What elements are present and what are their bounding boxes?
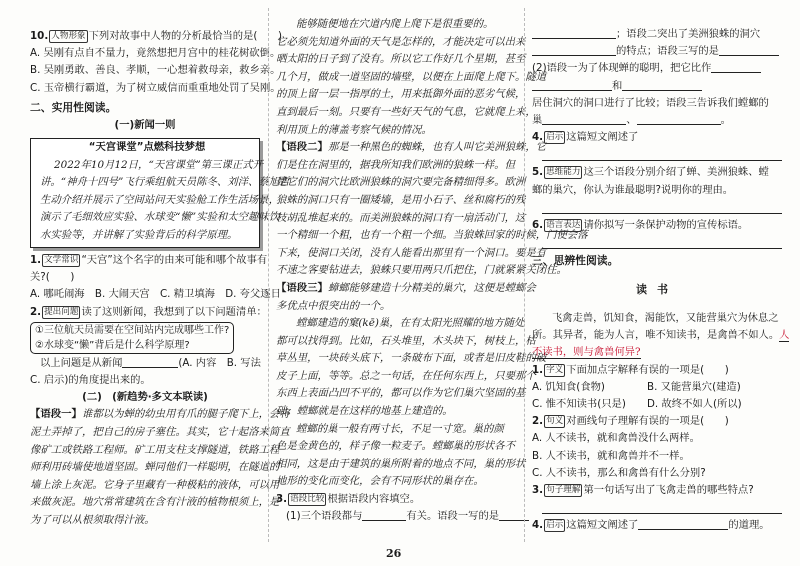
answer-blank[interactable] xyxy=(637,112,721,125)
answer-blank[interactable] xyxy=(638,517,728,530)
question-1: 1. 文学常识 “天宫”这个名字的由来可能和哪个故事有 xyxy=(30,254,268,267)
passage-line: 为了可以从根须取得汁液。 xyxy=(30,514,155,526)
passage-line: 【语段一】谁都以为蝉的幼虫用有爪的腿子爬下上，会将 xyxy=(30,408,290,421)
column-divider xyxy=(268,8,269,542)
passage-line: 直到最后一刻。只要有一些好天气的气息，它就爬上来， xyxy=(276,105,536,118)
answer-blank[interactable] xyxy=(622,78,702,91)
passage-line: 螳螂的巢一般有两寸长，不足一寸宽。巢的颜 xyxy=(296,422,504,435)
news-line: 演示了毛细效应实验、水球变“懒”实验和太空趣味饮 xyxy=(40,211,280,224)
subsection-heading: (一)新闻一则 xyxy=(114,118,176,131)
passage-line: 几个月，做成一道坚固的墙壁，以便在上面爬上爬下。隧道 xyxy=(276,70,547,83)
option-c: C. 玉帝横行霸道，为了树立威信而重重地处罚了吴刚。 xyxy=(30,81,281,94)
passage-line: 下来，使洞口关闭，没有人能看出那里有一个洞口。要是有 xyxy=(276,246,547,259)
column-right: ；语段二突出了美洲狼蛛的洞穴 的特点；语段三写的是 (2)语段一为了体现蝉的聪明，把它比作 和 居住洞穴的洞口进行了比较；语段三告诉我们螳螂的 巢 、 。 4. 启示 这篇短文阐述了 5. 思维能力 这三个语段分别介绍了蝉、美洲狼蛛、螳 螂的巢穴，你认为谁最聪明?说明你的理由。 6. 语言表达 请你拟写一条保护动物的宣传标语。 三、思辨性阅读。 读书 飞禽走兽，饥知食，渴能饮，又能营巢穴为休息之 所。其异者，能为人言，唯不知读书，是禽兽不如人。人 不读书，则与禽兽何异? 1. 字义 下面加点字解释有误的一项是( ) A. 饥知食(食物) B. 又能营巢穴(建造) C. 惟不知读书(只是) D. 故终不如人(所以) 2. 句义 对画线句子理解有误的一项是( ) A. 人不读书，就和禽兽没什么两样。 B. 人不读书，就和禽兽并不一样。 C. 人不读书，那么和禽兽有什么分别? 3. 句子理解 第一句话写出了飞禽走兽的哪些特点? 4. 启示 这篇短文阐述了 的道理。 xyxy=(532,6,782,544)
answer-blank[interactable] xyxy=(532,78,612,91)
news-line: 讲。“神舟十四号”飞行乘组航天员陈冬、刘洋、蔡旭哲 xyxy=(40,176,290,189)
column-middle: 能够随便地在穴道内爬上爬下是很重要的。 它必须先知道外面的天气是怎样的，才能决定可以出来 晒太阳的日子到了没有。所以它工作好几个星期，甚至 几个月，做成一道坚固的墙壁，以便在上面爬上爬下。隧道 的顶上留一层一指厚的土，用来抵御外面的恶劣气候， 直到最后一刻。只要有一些好天气的气息，它就爬上来， 利用顶上的薄盖考察气候的情况。 【语段二】那是一种黑色的蜘蛛，也有人叫它美洲狼蛛，它 们是住在洞里的，据我所知我们欧洲的狼蛛一样。但 是它们的洞穴比欧洲狼蛛的洞穴要完备精细得多。欧洲 狼蛛的洞口只有一圈矮墙，是用小石子、丝和腐朽的残 枝胡乱堆起来的。而美洲狼蛛的洞口有一扇活动门，这 一个精细一个粗，也有一个粗一个细。当狼蛛回家的时候，门便会落 下来，使洞口关闭，没有人能看出那里有一个洞口。要是有 不速之客要钻进去，狼蛛只要用两只爪把住，门就紧紧关闭住。 【语段三】蟑螂能够建造十分精美的巢穴，这便是螳螂会 多优点中很突出的一个。 螳螂建造的窠(kē)巢，在有太阳光照耀的地方随处 都可以找得到。比如，石头堆里，木头块下，树枝上，枯 草丛里，一块砖头底下，一条破布下面，或者是旧皮鞋的破 皮子上面，等等。总之一句话，在任何东西上，只要那个 东西上表面凸凹不平的，都可以作为它们巢穴坚固的基 础。螳螂就是在这样的地基上建造的。 螳螂的巢一般有两寸长，不足一寸宽。巢的颜 色是金黄色的，样子像一粒麦子。螳螂巢的形状各不 相同，这是由于建筑的巢所附着的地点不同，巢的形状 地形的变化而变化，会有不同形状的巢存在。 3. 语段比较 根据语段内容填空。 (1)三个语段都与 有关。语段一写的是 xyxy=(276,18,588,523)
news-line: 2022年10月12日，“天宫课堂”第三课正式开 xyxy=(54,158,263,171)
question-5: 5. 思维能力 这三个语段分别介绍了蝉、美洲狼蛛、螳 xyxy=(532,166,769,179)
passage-line: 【语段二】那是一种黑色的蜘蛛，也有人叫它美洲狼蛛，它 xyxy=(276,141,547,154)
question-1: 1. 字义 下面加点字解释有误的一项是( ) xyxy=(532,363,729,376)
column-left: 10. 人物形象 下列对故事中人物的分析最恰当的是( ) A. 吴刚有点自不量力，竟然想把月宫中的桂花树砍倒。 B. 吴刚勇敢、善良、孝顺，一心想着救母亲，救乡亲。 C. 玉帝横行霸道，为了树立威信而重重地处罚了吴刚。 二、实用性阅读。 (一)新闻一则 “天宫课堂”点燃科技梦想 2022年10月12日，“天宫课堂”第三课正式开 讲。“神舟十四号”飞行乘组航天员陈冬、刘洋、蔡旭哲 生动介绍并展示了空间站问天实验舱工作生活场景， 演示了毛细效应实验、水球变“懒”实验和太空趣味饮 水实验等，并讲解了实验背后的科学原理。 1. 文学常识 “天宫”这个名字的由来可能和哪个故事有 关?( ) A. 哪吒闹海 B. 大闹天宫 C. 精卫填海 D. 夸父逐日 2. 提出问题 读了这则新闻，我想到了以下问题清单： ①三位航天员需要在空间站内完成哪些工作? ②水球变“懒”背后是什么科学原理? 以上问题是从新闻 (A. 内容 B. 写法 C. 启示)的角度提出来的。 (二) (新趋势·多文本联读) 【语段一】谁都以为蝉的幼虫用有爪的腿子爬下上，会将 泥土弄掉了，把自己的房子塞住。其实，它十起洛来简直 像矿工或铁路工程师。矿工用支柱支撑隧道，铁路工程 师利用砖墙使地道坚固。蝉同他们一样聪明，在隧道的 墙上涂上灰泥。它身子里藏有一种极粘的液体，可以用 来做灰泥。地穴常常建筑在含有汁液的植物根须上，是 为了可以从根须取得汁液。 xyxy=(30,6,260,544)
answer-line[interactable] xyxy=(542,146,782,161)
answer-line[interactable] xyxy=(542,234,782,249)
option-b: B. 吴刚勇敢、善良、孝顺，一心想着救母亲，救乡亲。 xyxy=(30,64,281,77)
answer-blank[interactable] xyxy=(532,43,616,56)
news-box xyxy=(30,138,290,248)
passage-line: 东西上表面凸凹不平的，都可以作为它们巢穴坚固的基 xyxy=(276,387,526,400)
question-list xyxy=(30,322,234,354)
news-title: “天宫课堂”点燃科技梦想 xyxy=(88,141,206,154)
passage-line: 地形的变化而变化，会有不同形状的巢存在。 xyxy=(276,475,484,488)
passage-line: 不速之客要钻进去，狼蛛只要用两只爪把住，门就紧紧关闭住。 xyxy=(276,264,567,277)
section-heading: 二、实用性阅读。 xyxy=(30,100,117,114)
question-4: 4. 启示 这篇短文阐述了 xyxy=(532,131,639,144)
section-heading: 三、思辨性阅读。 xyxy=(532,254,619,268)
passage-line: 晒太阳的日子到了没有。所以它工作好几个星期，甚至 xyxy=(276,53,526,66)
passage-line: 多优点中很突出的一个。 xyxy=(276,299,391,312)
passage-line: 草丛里，一块砖头底下，一条破布下面，或者是旧皮鞋的破 xyxy=(276,352,547,365)
passage-line: 色是金黄色的，样子像一粒麦子。螳螂巢的形状各不 xyxy=(276,440,515,453)
question-6: 6. 语言表达 请你拟写一条保护动物的宣传标语。 xyxy=(532,218,749,231)
passage-line: 来做灰泥。地穴常常建筑在含有汁液的植物根须上，是 xyxy=(30,496,280,509)
passage-line: 一个精细一个粗，也有一个粗一个细。当狼蛛回家的时候，门便会落 xyxy=(276,229,588,242)
answer-blank[interactable] xyxy=(122,355,178,368)
subsection-heading: (二) (新趋势·多文本联读) xyxy=(82,391,208,404)
answer-blank[interactable] xyxy=(532,26,616,39)
passage-line: 不读书，则与禽兽何异? xyxy=(532,346,641,359)
passage-line: 【语段三】蟑螂能够建造十分精美的巢穴，这便是螳螂会 xyxy=(276,281,536,294)
passage-line: 枝胡乱堆起来的。而美洲狼蛛的洞口有一扇活动门，这 xyxy=(276,211,526,224)
passage-line: 能够随便地在穴道内爬上爬下是很重要的。 xyxy=(296,18,494,30)
passage-line: 墙上涂上灰泥。它身子里藏有一种极粘的液体，可以用 xyxy=(30,478,280,491)
question-2: 2. 句义 对画线句子理解有误的一项是( ) xyxy=(532,415,729,428)
column-divider xyxy=(524,8,525,542)
question-4b: 4. 启示 这篇短文阐述了 的道理。 xyxy=(532,519,770,532)
passage-line: 们是住在洞里的，据我所知我们欧洲的狼蛛一样。但 xyxy=(276,158,515,171)
passage-line: 都可以找得到。比如，石头堆里，木头块下，树枝上，枯 xyxy=(276,334,536,347)
passage-line: 飞禽走兽，饥知食，渴能饮，又能营巢穴为休息之 xyxy=(552,312,779,325)
reading-title: 读书 xyxy=(636,283,678,297)
passage-line: 相同，这是由于建筑的巢所附着的地点不同，巢的形状 xyxy=(276,457,526,470)
question-tag: 人物形象 xyxy=(51,31,86,41)
question-list-item: ②水球变“懒”背后是什么科学原理? xyxy=(35,339,190,351)
passage-line: 是它们的洞穴比欧洲狼蛛的洞穴要完备精细得多。欧洲 xyxy=(276,176,526,189)
answer-line[interactable] xyxy=(542,199,782,214)
passage-line: 泥土弄掉了，把自己的房子塞住。其实，它十起洛来简直 xyxy=(30,426,290,439)
passage-line: 所。其异者，能为人言，唯不知读书，是禽兽不如人。人 xyxy=(532,329,790,342)
passage-line: 它必须先知道外面的天气是怎样的，才能决定可以出来 xyxy=(276,35,526,48)
news-line: 水实验等，并讲解了实验背后的科学原理。 xyxy=(40,228,238,241)
news-line: 生动介绍并展示了空间站问天实验舱工作生活场景， xyxy=(40,193,279,206)
passage-line: 师利用砖墙使地道坚固。蝉同他们一样聪明，在隧道的 xyxy=(30,461,280,474)
passage-line: 皮子上面，等等。总之一句话，在任何东西上，只要那个 xyxy=(276,369,536,382)
passage-line: 像矿工或铁路工程师。矿工用支柱支撑隧道，铁路工程 xyxy=(30,443,280,456)
passage-line: 利用顶上的薄盖考察气候的情况。 xyxy=(276,123,432,136)
option-a: A. 吴刚有点自不量力，竟然想把月宫中的桂花树砍倒。 xyxy=(30,47,281,60)
answer-blank[interactable] xyxy=(719,43,779,56)
answer-blank[interactable] xyxy=(542,112,626,125)
answer-line[interactable] xyxy=(542,499,782,514)
question-3: 3. 语段比较 根据语段内容填空。 xyxy=(276,493,421,506)
passage-line: 螳螂建造的窠(kē)巢，在有太阳光照耀的地方随处 xyxy=(296,317,525,330)
question-list-item: ①三位航天员需要在空间站内完成哪些工作? xyxy=(35,324,230,336)
question-2: 2. 提出问题 读了这则新闻，我想到了以下问题清单： xyxy=(30,305,267,318)
question-10: 10. 人物形象 下列对故事中人物的分析最恰当的是( ) xyxy=(30,30,283,42)
passage-line: 的顶上留一层一指厚的土，用来抵御外面的恶劣气候， xyxy=(276,88,526,101)
question-3: 3. 句子理解 第一句话写出了飞禽走兽的哪些特点? xyxy=(532,484,754,497)
question-1-options: A. 哪吒闹海 B. 大闹天宫 C. 精卫填海 D. 夸父逐日 xyxy=(30,288,281,301)
passage-line: 狼蛛的洞口只有一圈矮墙，是用小石子、丝和腐朽的残 xyxy=(276,193,526,206)
answer-blank[interactable] xyxy=(711,60,761,73)
page-number: 26 xyxy=(386,547,402,560)
answer-blank[interactable] xyxy=(362,508,406,521)
passage-line: 础。螳螂就是在这样的地基上建造的。 xyxy=(276,405,453,418)
